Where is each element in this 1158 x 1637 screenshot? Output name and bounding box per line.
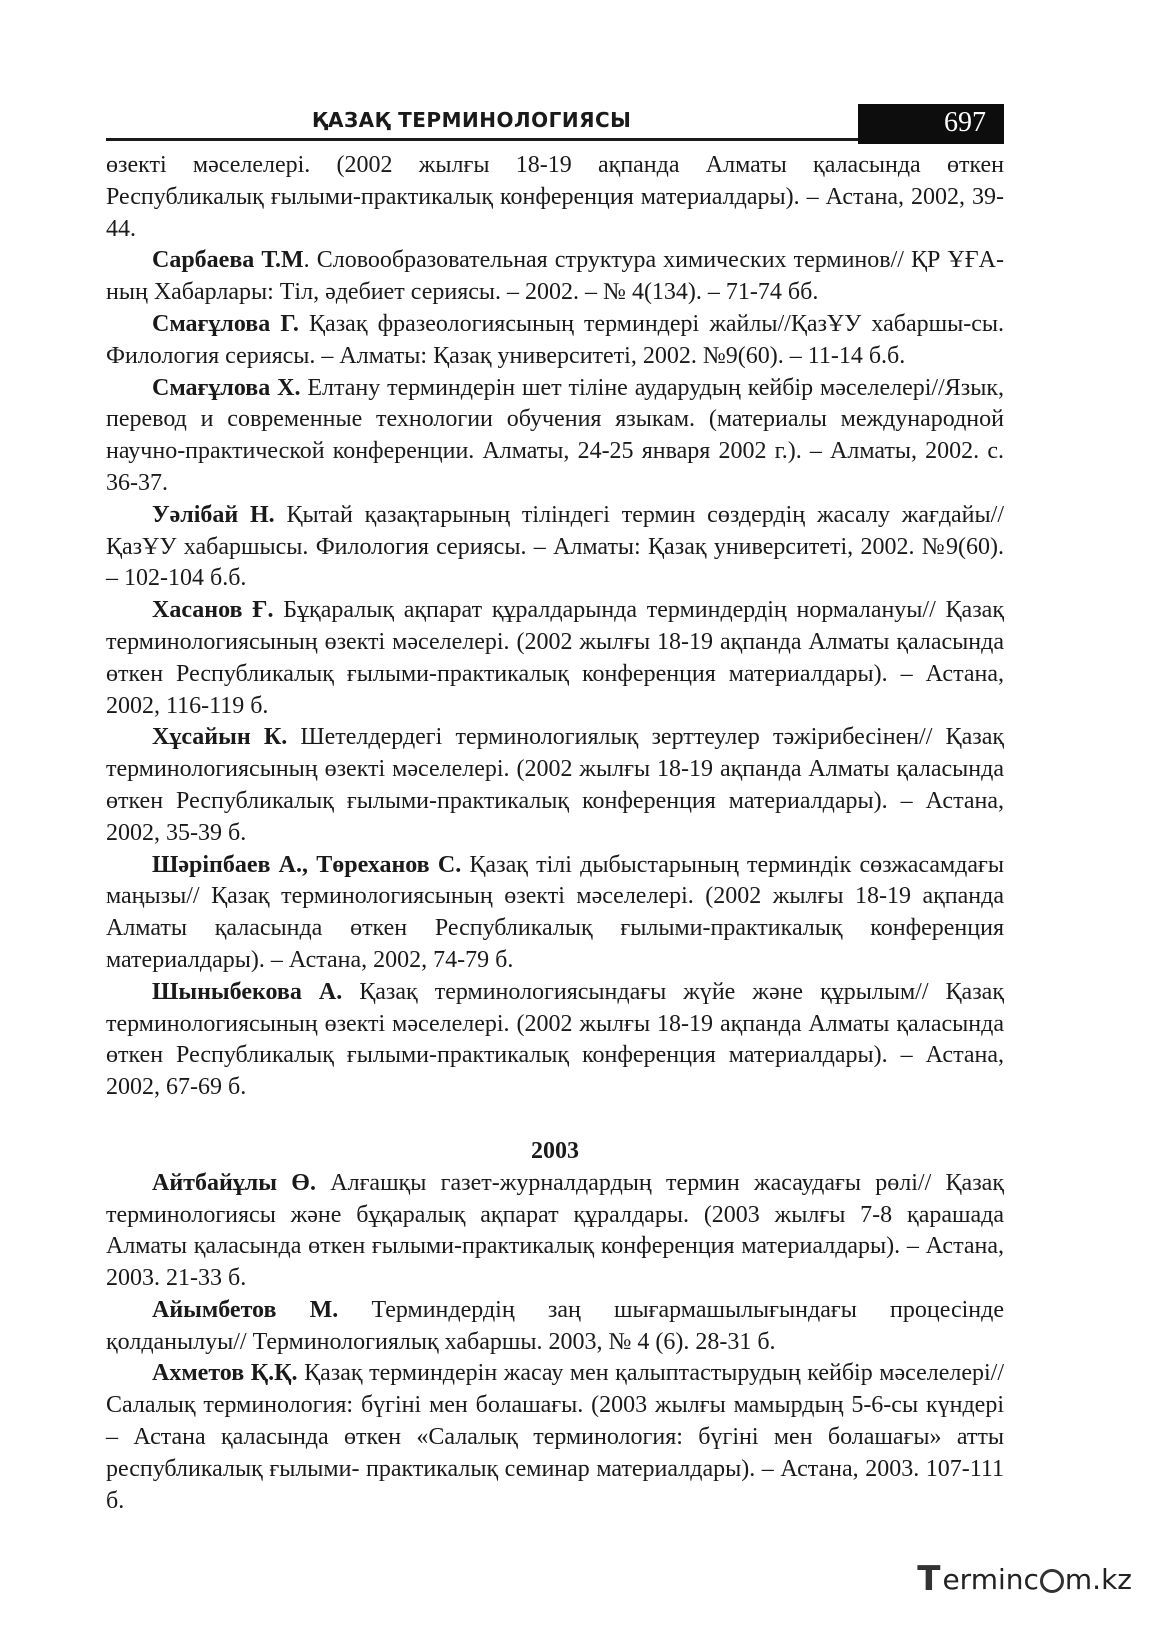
bibliography-body — [106, 150, 1004, 1517]
watermark-t: T — [917, 1559, 941, 1599]
entry-author: Уәлібай Н. — [152, 501, 275, 528]
bib-entry — [106, 1295, 1004, 1359]
entry-text: Терминдердің заң шығармашылығындағы процесінде қолданылуы// Терминологиялық хабаршы. 2003, № 4 (6). 28-31 б. — [106, 1296, 1004, 1355]
entry-text: Қазақ терминологиясындағы жүйе және құрылым// Қазақ терминологиясының өзекті мәселелері. (2002 жылғы 18-19 ақпанда Алматы қаласында өткен Республикалық ғылыми-практикалық конференция материалдары). – Астана, 2002, 67-69 б. — [106, 978, 1004, 1101]
entry-author: Шәріпбаев А., Төреханов С. — [152, 851, 462, 878]
page-number-box — [858, 104, 1004, 144]
bib-entry — [106, 1358, 1004, 1517]
entry-author: Айымбетов М. — [152, 1296, 339, 1323]
entry-text: Қазақ фразеологиясының терминдері жайлы//ҚазҰУ хабаршы-сы. Филология сериясы. – Алматы: Қазақ университеті, 2002. №9(60). – 11-14 б.б. — [106, 310, 1004, 369]
bib-entry — [106, 309, 1004, 373]
bib-entry — [106, 245, 1004, 309]
bib-entry — [106, 850, 1004, 977]
entry-text: Шетелдердегі терминологиялық зерттеулер тәжірибесінен// Қазақ терминологиясының өзекті мәселелері. (2002 жылғы 18-19 ақпанда Алматы қаласында өткен Республикалық ғылыми-практикалық конференция материалдары). – Астана, 2002, 35-39 б. — [106, 724, 1005, 846]
watermark-text-3: m.kz — [1064, 1562, 1132, 1596]
continuation-text: өзекті мәселелері. (2002 жылғы 18-19 ақпанда Алматы қаласында өткен Республикалық ғылыми-практикалық конференция материалдары). – Астана, 2002, 39-44. — [106, 152, 1004, 242]
running-title: ҚАЗАҚ ТЕРМИНОЛОГИЯСЫ — [312, 108, 632, 132]
bib-entry — [106, 1168, 1004, 1295]
entry-text: Қытай қазақтарының тіліндегі термин сөздердің жасалу жағдайы//ҚазҰУ хабаршысы. Филология сериясы. – Алматы: Қазақ университеті, 2002. №9(60). – 102-104 б.б. — [106, 501, 1004, 592]
running-header — [106, 104, 1004, 144]
entry-author: Смағұлова Х. — [152, 374, 301, 401]
entry-text: Алғашқы газет-журналдардың термин жасаудағы рөлі// Қазақ терминологиясы және бұқаралық ақпарат құралдары. (2003 жылғы 7-8 қарашада Алматы қаласында өткен ғылыми-практикалық конференция материалдары). – Астана, 2003. 21-33 б. — [106, 1169, 1004, 1292]
bib-entry — [106, 977, 1004, 1104]
header-rule — [106, 138, 858, 141]
entry-text: . Словообразовательная структура химических терминов// ҚР ҰҒА-ның Хабарлары: Тіл, әдебиет сериясы. – 2002. – № 4(134). – 71-74 бб. — [106, 247, 1004, 306]
entry-author: Сарбаева Т.М — [152, 247, 304, 274]
entry-author: Хұсайын К. — [152, 724, 288, 751]
bib-entry — [106, 500, 1004, 595]
watermark-text-1: ermin — [942, 1562, 1024, 1596]
site-watermark — [917, 1559, 1132, 1599]
entry-text: Қазақ терминдерін жасау мен қалыптастырудың кейбір мәселелері// Салалық терминология: бүгіні мен болашағы. (2003 жылғы мамырдың 5-6-сы күндері – Астана қаласында өткен «Салалық терминология: бүгіні мен болашағы» атты республикалық ғылыми- практикалық семинар материалдары). – Астана, 2003. 107-111 б. — [106, 1360, 1004, 1514]
entry-text: Елтану терминдерін шет тіліне аударудың кейбір мәселелері//Язык, перевод и современные технологии обучения языкам. (материалы международной научно-практической конференции. Алматы, 24-25 января 2002 г.). – Алматы, 2002. с. 36-37. — [106, 374, 1004, 496]
bib-entry — [106, 373, 1004, 500]
watermark-o-icon — [1040, 1569, 1064, 1593]
watermark-text-2: c — [1023, 1562, 1039, 1596]
entry-text: Қазақ тілі дыбыстарының терминдік сөзжасамдағы маңызы// Қазақ терминологиясының өзекті мәселелері. (2002 жылғы 18-19 ақпанда Алматы қаласында өткен Республикалық ғылыми-практикалық конференция материалдары). – Астана, 2002, 74-79 б. — [106, 851, 1004, 973]
bib-entry — [106, 595, 1004, 722]
year-heading: 2003 — [531, 1137, 579, 1164]
entry-author: Ахметов Қ.Қ. — [152, 1360, 298, 1387]
page-number: 697 — [944, 107, 986, 138]
entry-author: Хасанов Ғ. — [152, 597, 274, 624]
entry-text: Бұқаралық ақпарат құралдарында терминдердің нормалануы// Қазақ терминологиясының өзекті мәселелері. (2002 жылғы 18-19 ақпанда Алматы қаласында өткен Республикалық ғылыми-практикалық конференция материалдары). – Астана, 2002, 116-119 б. — [106, 597, 1004, 719]
entry-author: Смағұлова Г. — [152, 310, 299, 337]
entry-author: Айтбайұлы Ө. — [152, 1169, 316, 1196]
bib-entry — [106, 722, 1004, 849]
entry-author: Шыныбекова А. — [152, 978, 343, 1005]
